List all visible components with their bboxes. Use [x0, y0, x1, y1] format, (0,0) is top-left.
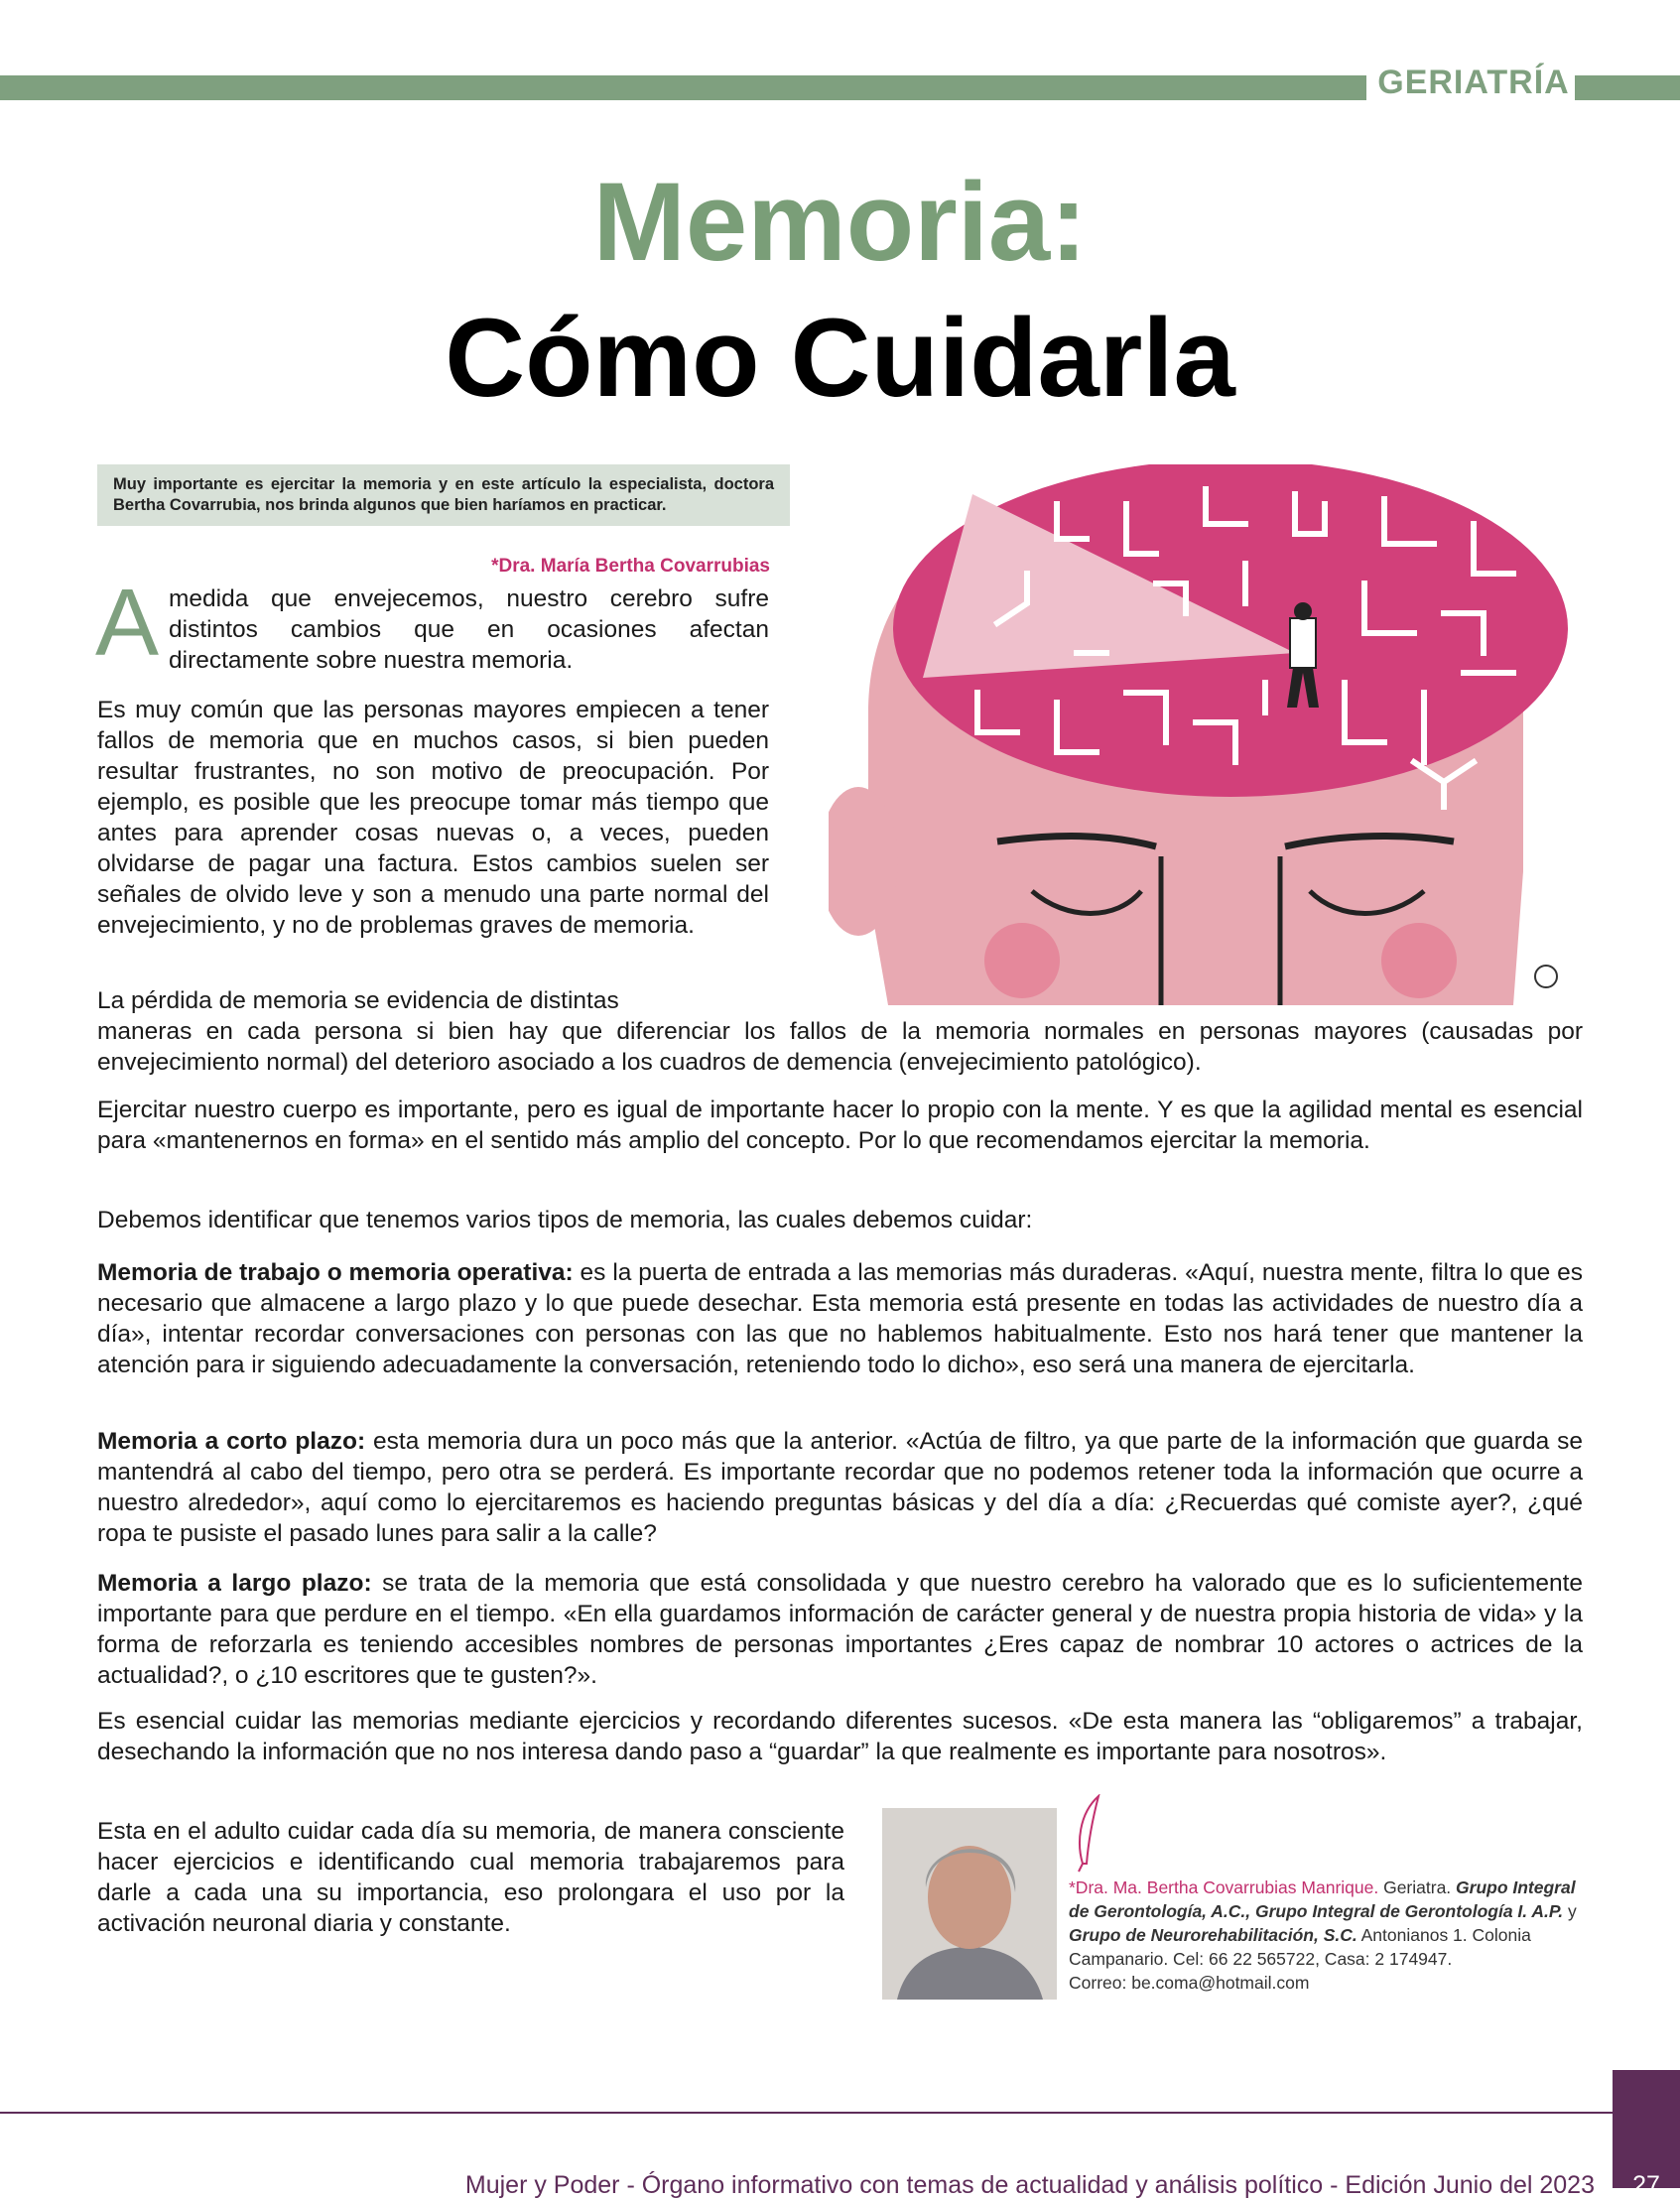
bio-and: y	[1563, 1901, 1577, 1921]
author-bio	[1069, 1876, 1583, 1995]
head-maze-illustration	[829, 464, 1588, 1005]
header-bar-left	[0, 75, 1366, 100]
bio-role: Geriatra.	[1378, 1877, 1457, 1897]
header-bar-right	[1575, 75, 1680, 100]
long-term-text: se trata de la memoria que está consolidada y que nuestro cerebro ha valorado que es lo suficientemente importante para que perdure en el tiempo. «En ella guardamos información de carácter general y de nuestra propia historia de vida» y la forma de reforzarla es teniendo accesibles nombres de personas importantes ¿Eres capaz de nombrar 10 actores o actrices de la actualidad?, o ¿10 escritores que te gusten?».	[97, 1570, 1583, 1689]
footer-text: Mujer y Poder - Órgano informativo con temas de actualidad y análisis político - Edición Junio del 2023	[464, 2171, 1595, 2199]
paragraph-5: Debemos identificar que tenemos varios tipos de memoria, las cuales debemos cuidar:	[97, 1207, 1033, 1233]
paragraph-short-term	[97, 1426, 1583, 1549]
byline: *Dra. María Bertha Covarrubias	[491, 556, 770, 577]
page-number: 27	[1632, 2171, 1660, 2199]
paragraph-2: Es muy común que las personas mayores empiecen a tener fallos de memoria que en muchos casos, si bien pueden resultar frustrantes, no son motivo de preocupación. Por ejemplo, es posible que les preocupe tomar más tiempo que antes para aprender cosas nuevas o, a veces, pueden olvidarse de pagar una factura. Estos cambios suelen ser señales de olvido leve y son a menudo una parte normal del envejecimiento, y no de problemas graves de memoria.	[97, 697, 769, 939]
paragraph-10: Esta en el adulto cuidar cada día su memoria, de manera consciente hacer ejercicios e identificando cual memoria trabajaremos para darle a cada una su importancia, eso prolongara el uso por la activación neuronal diaria y constante.	[97, 1818, 844, 1937]
drop-cap: A	[95, 570, 160, 676]
paragraph-9: Es esencial cuidar las memorias mediante ejercicios y recordando diferentes sucesos. «De esta manera las “obligaremos” a trabajar, desechando la información que no nos interesa dando paso a “guardar” la que realmente es importante para nosotros».	[97, 1708, 1583, 1765]
working-memory-text: es la puerta de entrada a las memorias más duraderas. «Aquí, nuestra mente, filtra lo que es necesario que almacene a largo plazo y lo que puede desechar. Esta memoria está presente en todas las actividades de nuestro día a día», intentar recordar conversaciones con personas con las que no hablemos habitualmente. Esto nos hará tener que mantener la atención para ir siguiendo adecuadamente la conversación, reteniendo todo lo dicho», eso será una manera de ejercitarla.	[97, 1259, 1584, 1378]
short-term-heading: Memoria a corto plazo:	[97, 1428, 366, 1455]
paragraph-4: Ejercitar nuestro cuerpo es importante, pero es igual de importante hacer lo propio con la mente. Y es que la agilidad mental es esencial para «mantenernos en forma» en el sentido más amplio del concepto. Por lo que recomendamos ejercitar la memoria.	[97, 1097, 1583, 1154]
working-memory-heading: Memoria de trabajo o memoria operativa:	[97, 1259, 574, 1286]
paragraph-3-start: La pérdida de memoria se evidencia de distintas	[97, 987, 619, 1014]
section-label: GERIATRÍA	[1377, 64, 1570, 101]
article-title-line1: Memoria:	[592, 160, 1088, 284]
bio-name: *Dra. Ma. Bertha Covarrubias Manrique.	[1069, 1877, 1379, 1897]
paragraph-1: medida que envejecemos, nuestro cerebro sufre distintos cambios que en ocasiones afectan directamente sobre nuestra memoria.	[169, 585, 769, 674]
paragraph-3-rest: maneras en cada persona si bien hay que diferenciar los fallos de la memoria normales en personas mayores (causadas por envejecimiento normal) del deterioro asociado a los cuadros de demencia (envejecimiento patológico).	[97, 1018, 1583, 1076]
bio-org2: Grupo de Neurorehabilitación, S.C.	[1069, 1925, 1357, 1945]
footer-rule	[0, 2112, 1613, 2114]
author-photo	[882, 1808, 1057, 2000]
long-term-heading: Memoria a largo plazo:	[97, 1570, 372, 1597]
bio-email: Correo: be.coma@hotmail.com	[1069, 1973, 1310, 1993]
article-title-line2: Cómo Cuidarla	[445, 296, 1235, 420]
paragraph-working-memory	[97, 1257, 1583, 1380]
quill-icon	[1069, 1794, 1108, 1874]
intro-box: Muy importante es ejercitar la memoria y en este artículo la especialista, doctora Bertha Covarrubia, nos brinda algunos que bien haríamos en practicar.	[97, 464, 790, 526]
short-term-text: esta memoria dura un poco más que la anterior. «Actúa de filtro, ya que parte de la información que guarda se mantendrá al cabo del tiempo, pero otra se perderá. Es importante recordar que no podemos retener toda la información que ocurre a nuestro alrededor», aquí como lo ejercitaremos es haciendo preguntas básicas y del día a día: ¿Recuerdas qué comiste ayer?, ¿qué ropa te pusiste el pasado lunes para salir a la calle?	[97, 1428, 1583, 1547]
paragraph-long-term	[97, 1568, 1583, 1691]
bio-org1: Grupo Integral de Gerontología, A.C., Grupo Integral de Gerontología I. A.P.	[1069, 1877, 1576, 1921]
bio-address: Antonianos 1. Colonia Campanario. Cel: 66 22 565722, Casa: 2 174947.	[1069, 1925, 1531, 1969]
